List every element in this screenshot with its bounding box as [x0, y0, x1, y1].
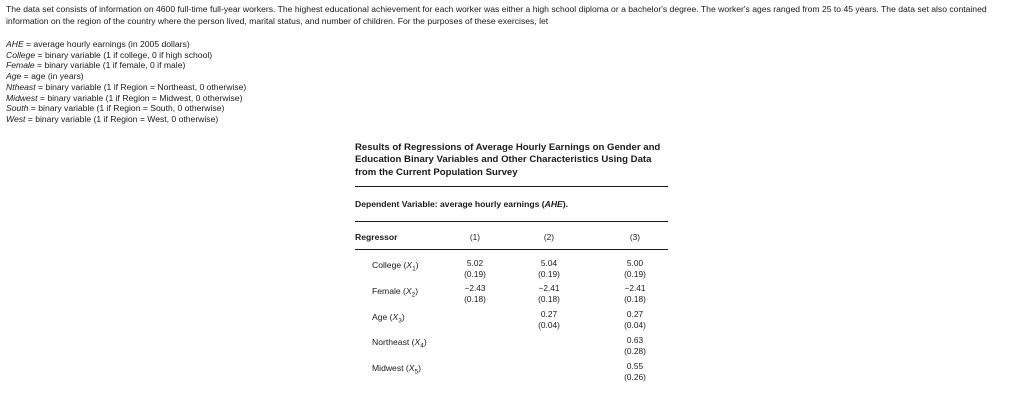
cell-midwest-col3: 0.55 (0.26) [624, 361, 646, 382]
cell-female-col2: −2.41 (0.18) [538, 283, 560, 304]
table-title: Results of Regressions of Average Hourly Earnings on Gender and Education Binary Variables and Other Characteristics Using Data from the Current Population Survey [355, 142, 661, 178]
row-label-age: Age $(X_3)$ [372, 312, 405, 325]
table-rule-mid [355, 221, 668, 222]
cell-college-col3: 5.00 (0.19) [624, 258, 646, 279]
cell-age-col2: 0.27 (0.04) [538, 309, 560, 330]
header-regressor: Regressor [355, 232, 398, 242]
row-label-midwest: Midwest $(X_5)$ [372, 363, 422, 376]
cell-college-col2: 5.04 (0.19) [538, 258, 560, 279]
cell-age-col3: 0.27 (0.04) [624, 309, 646, 330]
row-label-female: Female $(X_2)$ [372, 286, 419, 299]
definition-item: Midwest = binary variable (1 if Region = Midwest, 0 otherwise) [6, 92, 243, 103]
definition-item: Age = age (in years) [6, 71, 84, 82]
definition-item: Female = binary variable (1 if female, 0 if male) [6, 60, 186, 71]
definition-item: West = binary variable (1 if Region = West, 0 otherwise) [6, 113, 219, 124]
table-rule-header [355, 249, 668, 250]
dependent-variable-label: Dependent Variable: average hourly earnings (AHE). [355, 199, 569, 209]
row-label-college: College $(X_1)$ [372, 260, 419, 273]
definition-item: South = binary variable (1 if Region = South, 0 otherwise) [6, 103, 225, 114]
cell-female-col1: −2.43 (0.18) [464, 283, 486, 304]
header-col3: (3) [629, 232, 641, 242]
cell-college-col1: 5.02 (0.19) [464, 258, 486, 279]
definition-item: Ntheast = binary variable (1 if Region = Northeast, 0 otherwise) [6, 81, 247, 92]
header-col2: (2) [543, 232, 555, 242]
cell-female-col3: −2.41 (0.18) [624, 283, 646, 304]
definition-item: AHE = average hourly earnings (in 2005 dollars) [6, 39, 190, 49]
row-label-northeast: Northeast $(X_4)$ [372, 337, 427, 350]
variable-definitions [6, 39, 246, 125]
definition-item: College = binary variable (1 if college, 0 if high school) [6, 49, 213, 60]
header-col1: (1) [469, 232, 481, 242]
intro-paragraph: The data set consists of information on 4600 full-time full-year workers. The highest educational achievement for each worker was either a high school diploma or a bachelor's degree. The worker's ages ranged from 25 to 45 years. The data set also contained information on the region of the country where the person lived, marital status, and number of children. For the purposes of these exercises, let [6, 4, 987, 26]
cell-northeast-col3: 0.63 (0.28) [624, 335, 646, 356]
table-rule-top [355, 186, 668, 187]
regression-table [355, 142, 668, 382]
